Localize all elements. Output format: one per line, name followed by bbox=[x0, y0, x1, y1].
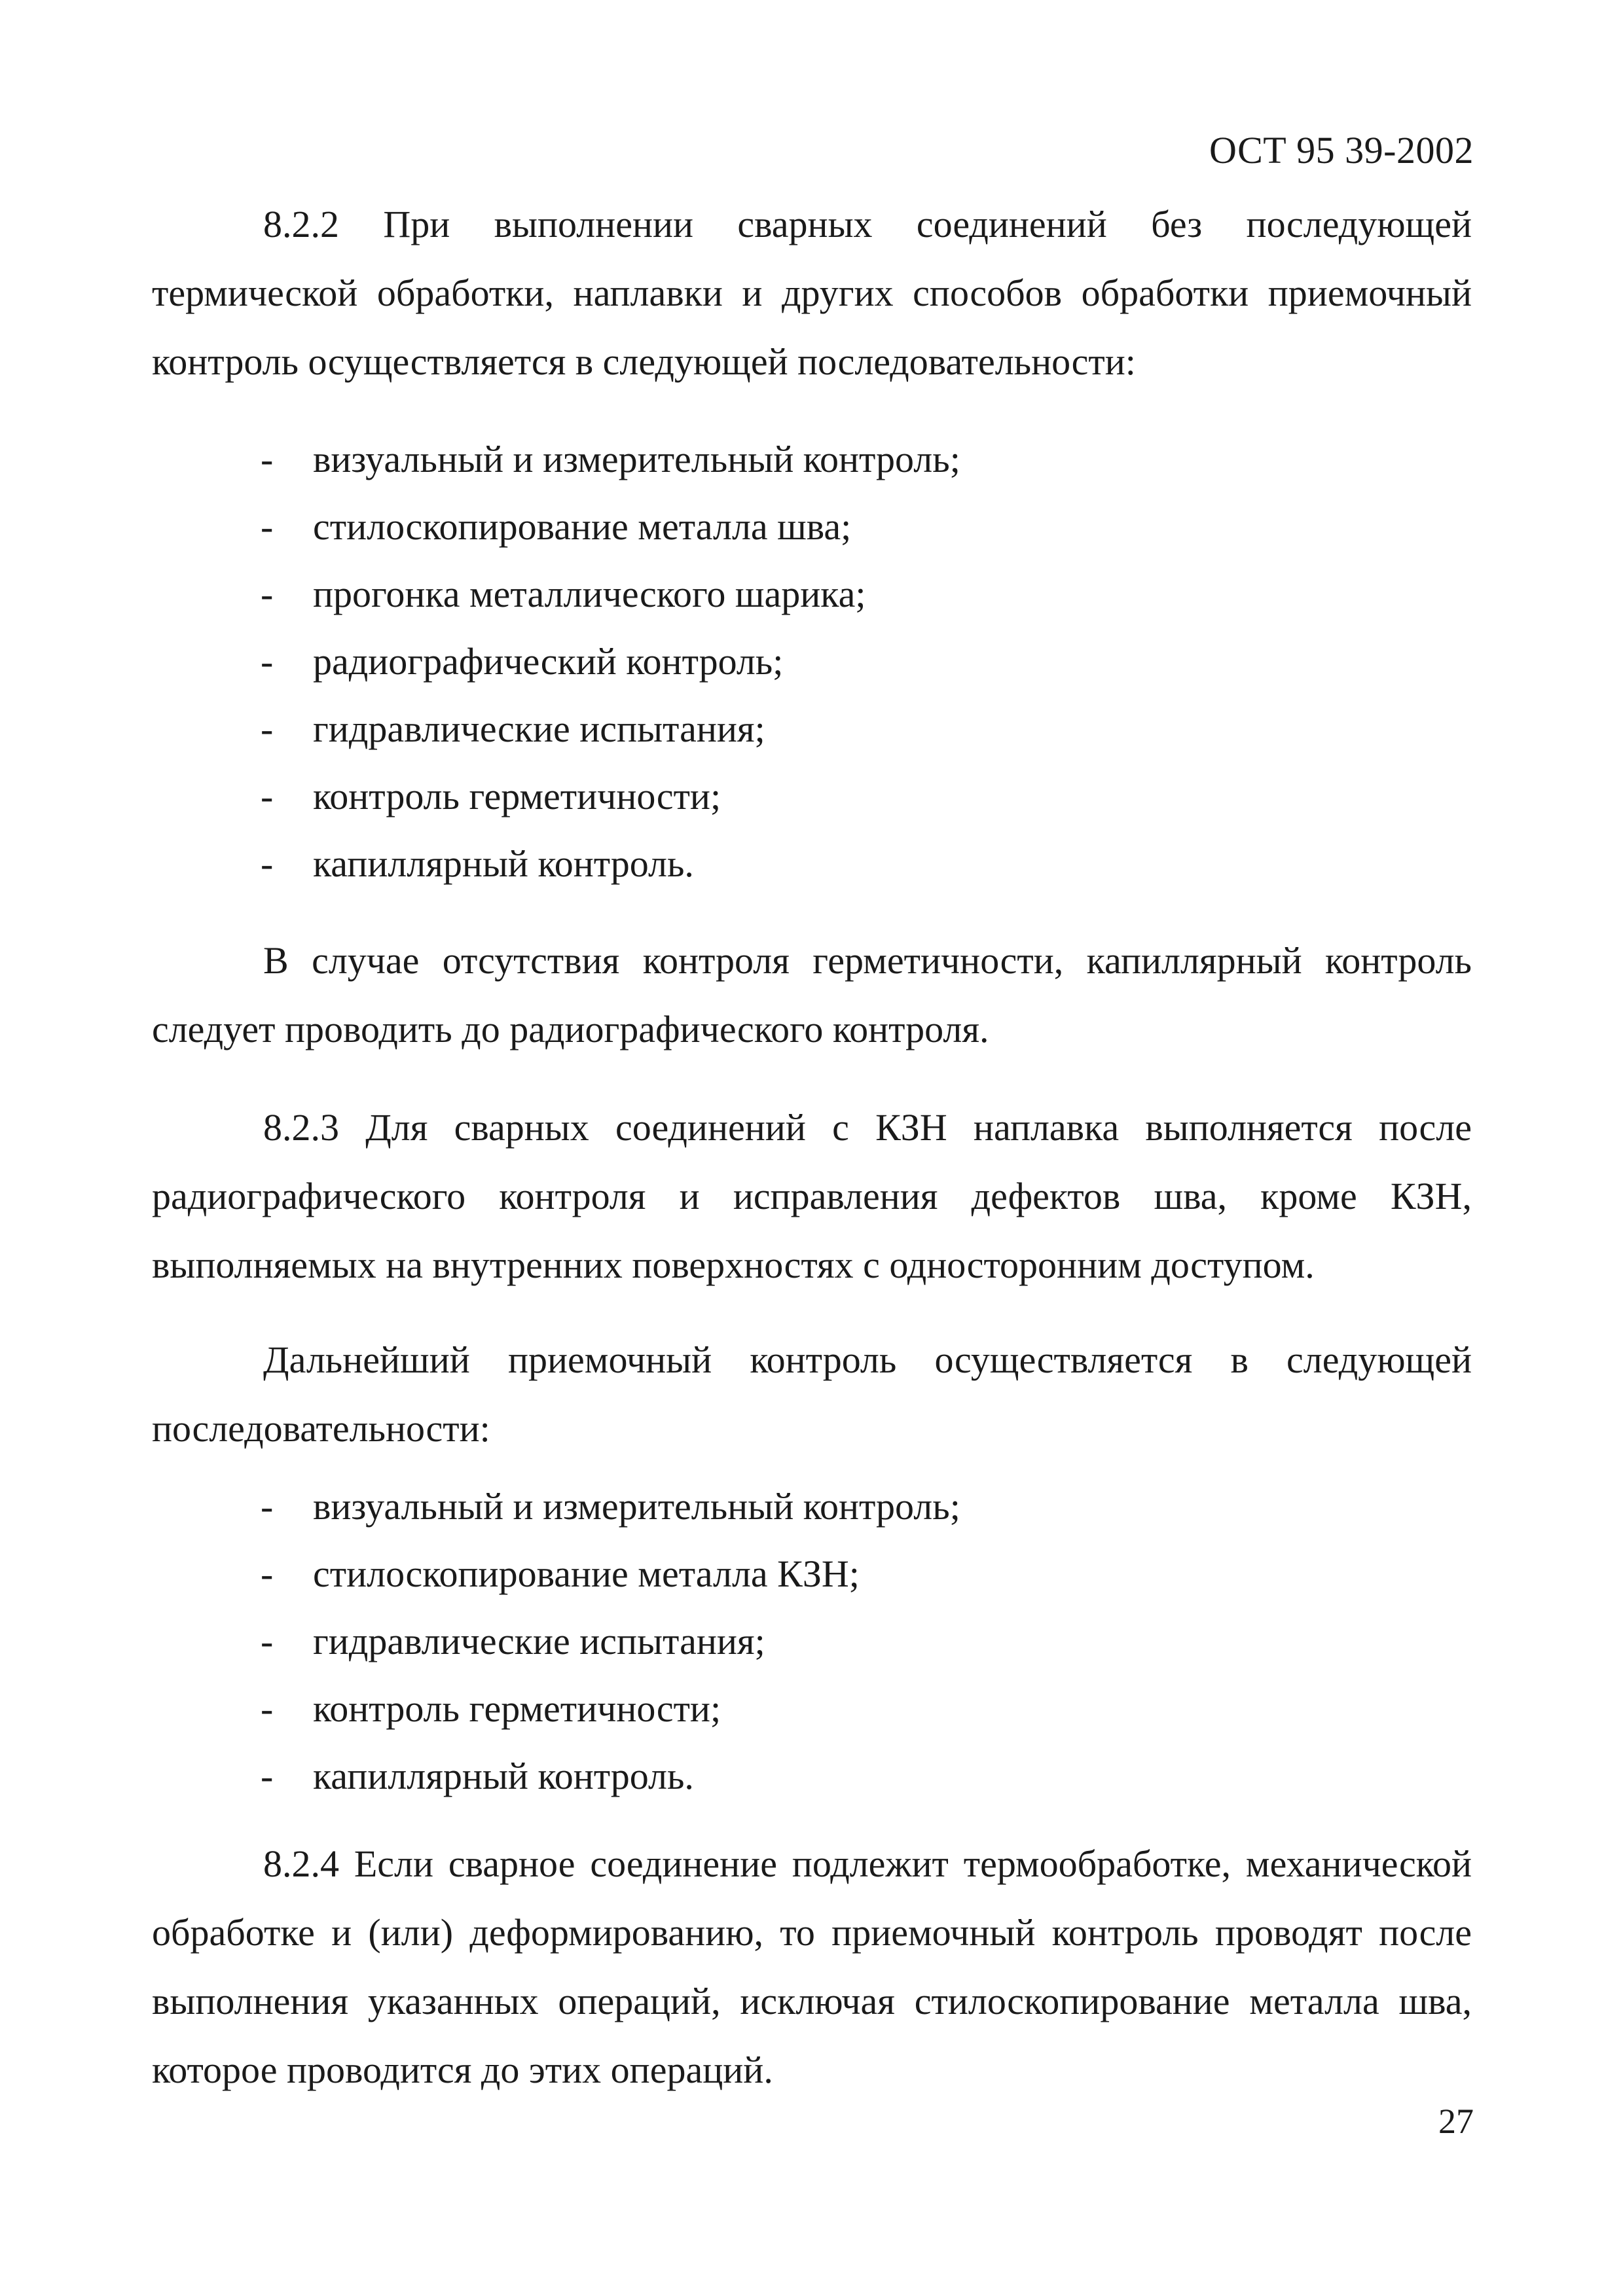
paragraph-8-2-4: 8.2.4 Если сварное соединение подлежит термообработке, механической обработке и (или) деформированию, то приемочный контроль проводят после выполнения указанных операций, исключая стилоскопирование металла шва, которое проводится до этих операций. bbox=[152, 1842, 1472, 2091]
list-item bbox=[261, 1473, 960, 1540]
list-dash: - bbox=[261, 1687, 274, 1730]
paragraph-further-control: Дальнейший приемочный контроль осуществляется в следующей последовательности: bbox=[152, 1338, 1472, 1450]
control-sequence-list-1 bbox=[261, 425, 960, 897]
list-dash: - bbox=[261, 708, 274, 750]
list-dash: - bbox=[261, 505, 274, 548]
list-item-text: гидравлические испытания; bbox=[313, 1620, 765, 1662]
list-item-text: капиллярный контроль. bbox=[313, 842, 694, 885]
list-item-text: визуальный и измерительный контроль; bbox=[313, 438, 960, 480]
list-item-text: контроль герметичности; bbox=[313, 775, 721, 817]
list-item bbox=[261, 1540, 960, 1607]
list-dash: - bbox=[261, 1485, 274, 1528]
list-dash: - bbox=[261, 842, 274, 885]
list-dash: - bbox=[261, 640, 274, 683]
list-dash: - bbox=[261, 1620, 274, 1662]
paragraph-8-2-3: 8.2.3 Для сварных соединений с КЗН наплавка выполняется после радиографического контроля и исправления дефектов шва, кроме КЗН, выполняемых на внутренних поверхностях с односторонним доступом. bbox=[152, 1106, 1472, 1286]
list-dash: - bbox=[261, 1755, 274, 1797]
paragraph-note: В случае отсутствия контроля герметичности, капиллярный контроль следует проводить до радиографического контроля. bbox=[152, 939, 1472, 1050]
document-code: ОСТ 95 39-2002 bbox=[1209, 129, 1474, 171]
list-item bbox=[261, 762, 960, 830]
list-item-text: стилоскопирование металла шва; bbox=[313, 505, 852, 548]
list-dash: - bbox=[261, 1552, 274, 1595]
list-item-text: гидравлические испытания; bbox=[313, 708, 765, 750]
list-item bbox=[261, 1607, 960, 1675]
list-item bbox=[261, 1675, 960, 1742]
list-item-text: контроль герметичности; bbox=[313, 1687, 721, 1730]
list-item bbox=[261, 628, 960, 695]
list-item bbox=[261, 493, 960, 560]
control-sequence-list-2 bbox=[261, 1473, 960, 1810]
list-dash: - bbox=[261, 775, 274, 817]
list-dash: - bbox=[261, 573, 274, 615]
list-item bbox=[261, 830, 960, 897]
paragraph-8-2-2: 8.2.2 При выполнении сварных соединений без последующей термической обработки, наплавки и других способов обработки приемочный контроль осуществляется в следующей последовательности: bbox=[152, 203, 1472, 383]
list-item bbox=[261, 1742, 960, 1810]
list-item-text: капиллярный контроль. bbox=[313, 1755, 694, 1797]
list-item bbox=[261, 695, 960, 762]
list-item-text: прогонка металлического шарика; bbox=[313, 573, 866, 615]
list-item-text: радиографический контроль; bbox=[313, 640, 784, 683]
list-item-text: стилоскопирование металла КЗН; bbox=[313, 1552, 860, 1595]
page-number: 27 bbox=[1438, 2102, 1474, 2141]
list-item bbox=[261, 560, 960, 628]
list-item bbox=[261, 425, 960, 493]
list-item-text: визуальный и измерительный контроль; bbox=[313, 1485, 960, 1528]
list-dash: - bbox=[261, 438, 274, 480]
